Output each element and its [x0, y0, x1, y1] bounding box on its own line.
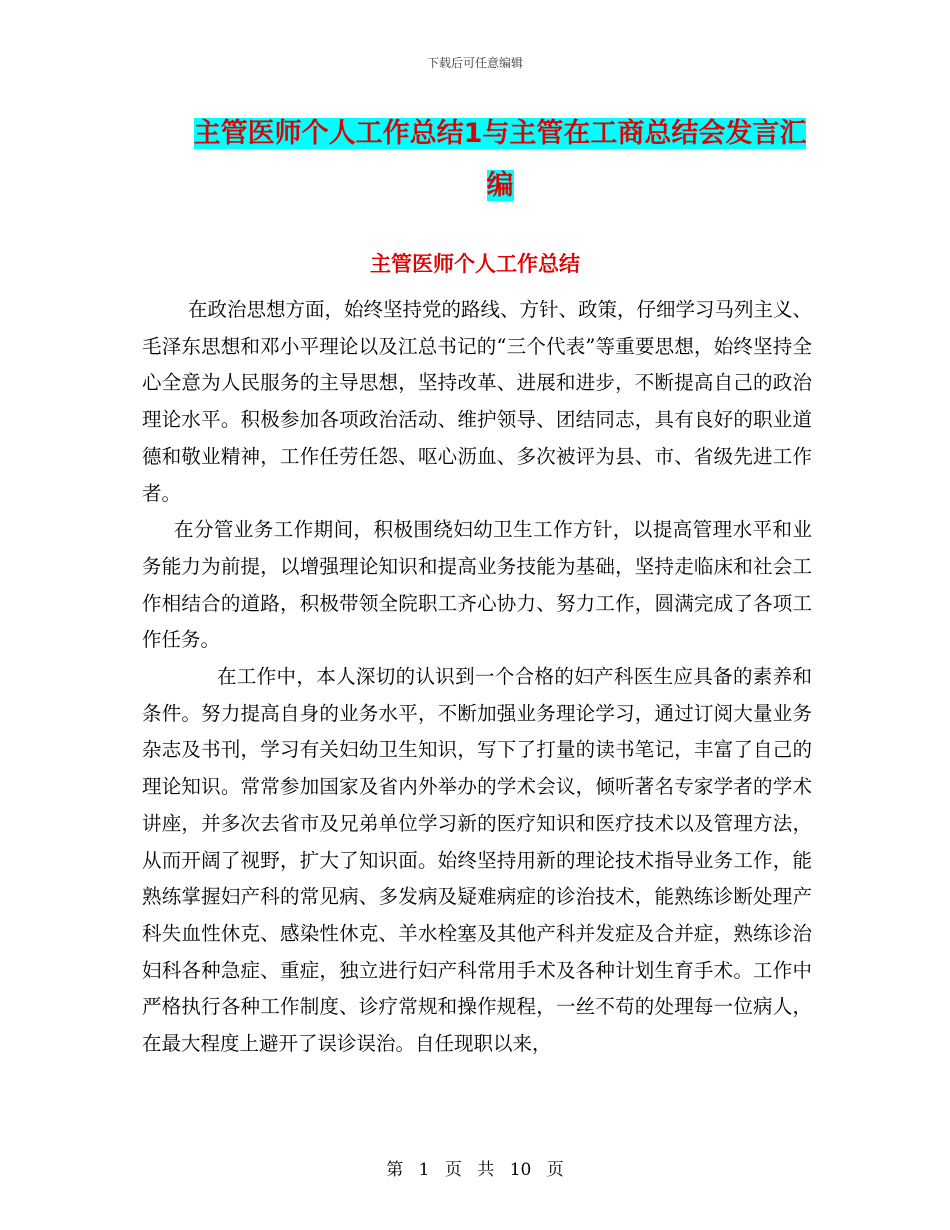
page-header-note: 下载后可任意编辑: [426, 56, 523, 70]
page-footer: 第 1 页 共 10 页: [386, 1160, 564, 1180]
section-title: 主管医师个人工作总结: [370, 252, 580, 276]
document-title-text: 主管医师个人工作总结1与主管在工商总结会发言汇编: [193, 118, 807, 201]
paragraph-2: 在分管业务工作期间，积极围绕妇幼卫生工作方针，以提高管理水平和业务能力为前提，以增强理论知识和提高业务技能为基础，坚持走临床和社会工作相结合的道路，积极带领全院职工齐心协力、努力工作，圆满完成了各项工作任务。: [142, 518, 812, 652]
paragraph-1: 在政治思想方面，始终坚持党的路线、方针、政策，仔细学习马列主义、毛泽东思想和邓小平理论以及江总书记的“三个代表”等重要思想，始终坚持全心全意为人民服务的主导思想，坚持改革、进展和进步，不断提高自己的政治理论水平。积极参加各项政治活动、维护领导、团结同志，具有良好的职业道德和敬业精神，工作任劳任怨、呕心沥血、多次被评为县、市、省级先进工作者。: [142, 298, 813, 505]
document-title: [190, 108, 810, 212]
paragraph-3: 在工作中，本人深切的认识到一个合格的妇产科医生应具备的素养和条件。努力提高自身的业务水平，不断加强业务理论学习，通过订阅大量业务杂志及书刊，学习有关妇幼卫生知识，写下了打量的读书笔记，丰富了自己的理论知识。常常参加国家及省内外举办的学术会议，倾听著名专家学者的学术讲座，并多次去省市及兄弟单位学习新的医疗知识和医疗技术以及管理方法，从而开阔了视野，扩大了知识面。始终坚持用新的理论技术指导业务工作，能熟练掌握妇产科的常见病、多发病及疑难病症的诊治技术，能熟练诊断处理产科失血性休克、感染性休克、羊水栓塞及其他产科并发症及合并症，熟练诊治妇科各种急症、重症，独立进行妇产科常用手术及各种计划生育手术。工作中严格执行各种工作制度、诊疗常规和操作规程，一丝不苟的处理每一位病人，在最大程度上避开了误诊误治。自任现职以来，: [142, 665, 812, 1056]
document-body: [142, 292, 812, 1063]
